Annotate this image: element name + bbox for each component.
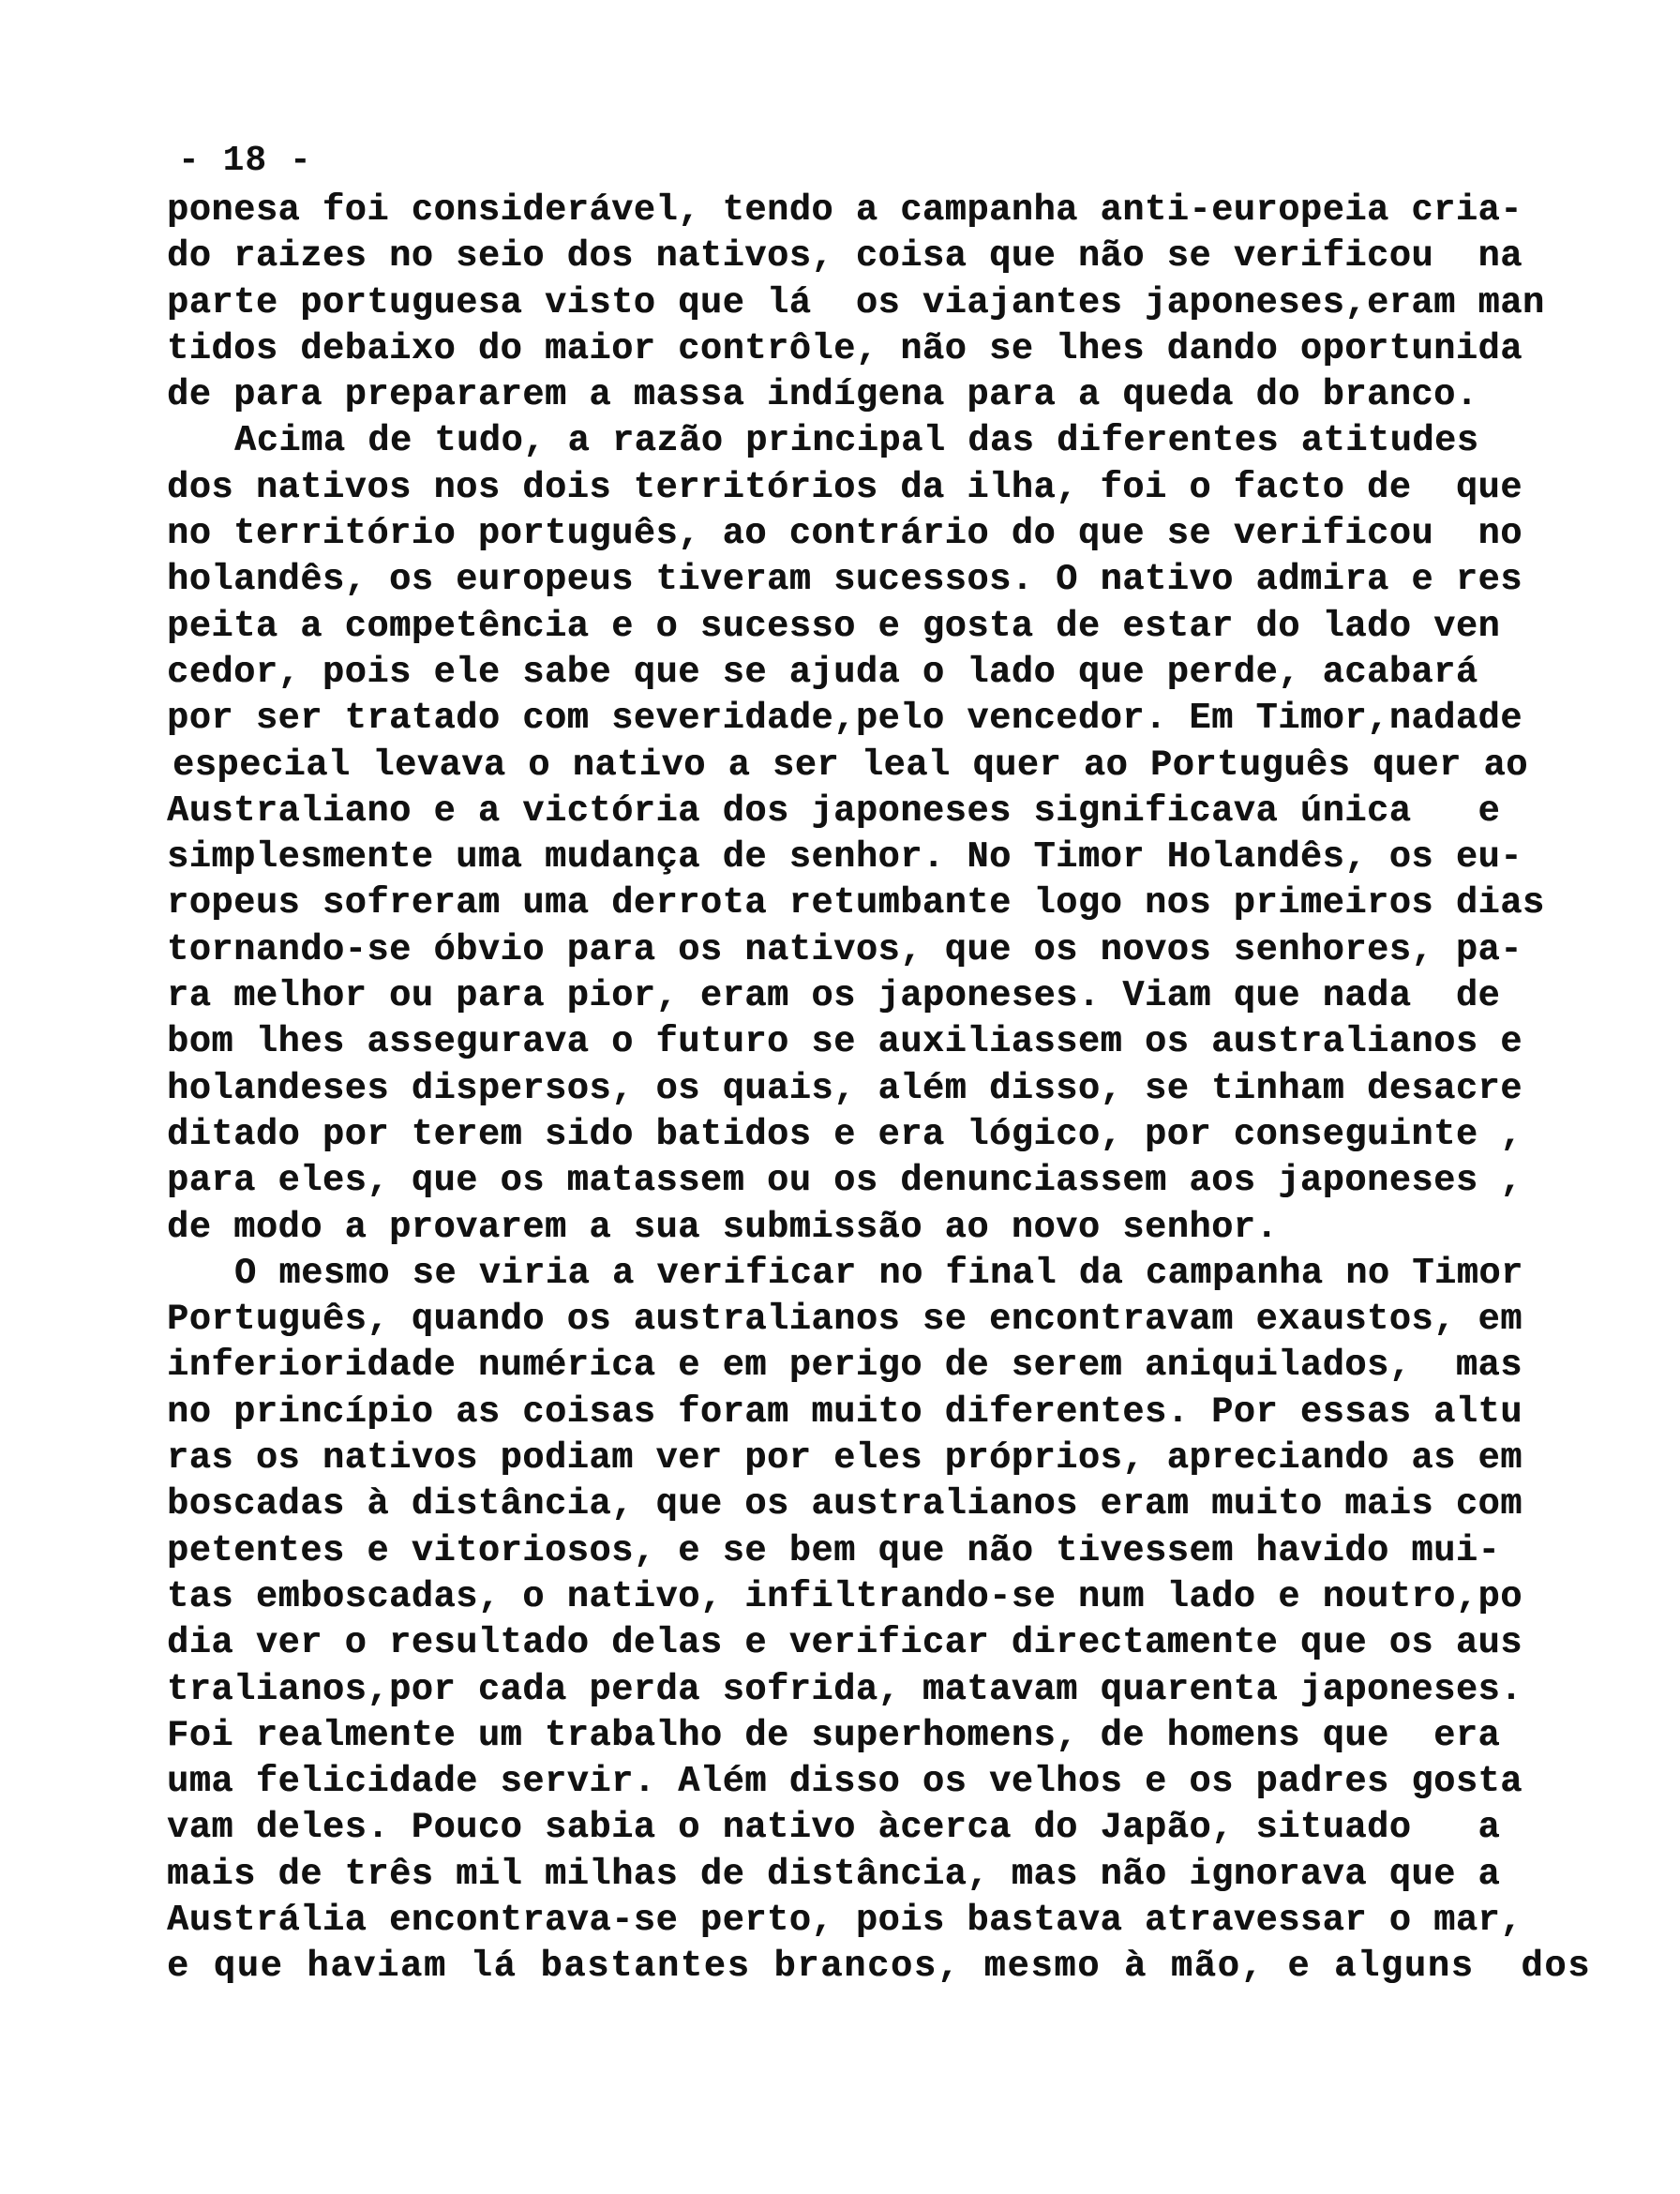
text-line: boscadas à distância, que os australianos eram muito mais com: [167, 1483, 1522, 1525]
page-number: - 18 -: [178, 141, 312, 181]
text-line: inferioridade numérica e em perigo de serem aniquilados, mas: [167, 1345, 1522, 1387]
text-line: holandês, os europeus tiveram sucessos. O nativo admira e res: [167, 559, 1522, 601]
text-line: mais de três mil milhas de distância, mas não ignorava que a: [167, 1853, 1501, 1895]
text-line: Português, quando os australianos se encontravam exaustos, em: [167, 1299, 1522, 1341]
text-line: e que haviam lá bastantes brancos, mesmo à mão, e alguns dos: [167, 1946, 1592, 1988]
text-line: cedor, pois ele sabe que se ajuda o lado que perde, acabará: [167, 651, 1478, 693]
text-line: do raizes no seio dos nativos, coisa que não se verificou na: [167, 235, 1522, 278]
text-line: parte portuguesa visto que lá os viajantes japoneses,eram man: [167, 281, 1545, 323]
text-line: bom lhes assegurava o futuro se auxiliassem os australianos e: [167, 1021, 1522, 1063]
body-text: [167, 188, 1601, 1991]
text-line: de para prepararem a massa indígena para a queda do branco.: [167, 374, 1478, 416]
text-line: tidos debaixo do maior contrôle, não se lhes dando oportunida: [167, 327, 1522, 369]
text-line: Austrália encontrava-se perto, pois bastava atravessar o mar,: [167, 1899, 1522, 1941]
text-line: tralianos,por cada perda sofrida, matavam quarenta japoneses.: [167, 1668, 1522, 1710]
text-line: tas emboscadas, o nativo, infiltrando-se num lado e noutro,po: [167, 1575, 1522, 1617]
text-line: Australiano e a victória dos japoneses significava única e: [167, 789, 1501, 832]
text-line: vam deles. Pouco sabia o nativo àcerca do Japão, situado a: [167, 1807, 1501, 1849]
text-line: tornando-se óbvio para os nativos, que os novos senhores, pa-: [167, 928, 1522, 970]
text-line: uma felicidade servir. Além disso os velhos e os padres gosta: [167, 1761, 1522, 1803]
text-line: por ser tratado com severidade,pelo vencedor. Em Timor,nadade: [167, 698, 1522, 740]
text-line: holandeses dispersos, os quais, além disso, se tinham desacre: [167, 1067, 1522, 1109]
text-line: no território português, ao contrário do que se verificou no: [167, 513, 1522, 555]
text-line: de modo a provarem a sua submissão ao novo senhor.: [167, 1206, 1279, 1248]
text-line: Foi realmente um trabalho de superhomens, de homens que era: [167, 1714, 1501, 1756]
text-line: simplesmente uma mudança de senhor. No Timor Holandês, os eu-: [167, 836, 1522, 879]
text-line: para eles, que os matassem ou os denunciassem aos japoneses ,: [167, 1160, 1522, 1202]
text-line: especial levava o nativo a ser leal quer ao Português quer ao: [172, 744, 1528, 786]
text-line: ropeus sofreram uma derrota retumbante logo nos primeiros dias: [167, 882, 1545, 924]
text-line: ras os nativos podiam ver por eles próprios, apreciando as em: [167, 1437, 1522, 1480]
text-line: ditado por terem sido batidos e era lógico, por conseguinte ,: [167, 1113, 1522, 1155]
text-line: no princípio as coisas foram muito diferentes. Por essas altu: [167, 1390, 1522, 1433]
text-line: dos nativos nos dois territórios da ilha, foi o facto de que: [167, 466, 1522, 508]
paragraph-start-line: O mesmo se viria a verificar no final da campanha no Timor: [234, 1252, 1523, 1294]
text-line: petentes e vitoriosos, e se bem que não tivessem havido mui-: [167, 1529, 1501, 1571]
text-line: ponesa foi considerável, tendo a campanha anti-europeia cria-: [167, 189, 1522, 231]
text-line: peita a competência e o sucesso e gosta de estar do lado ven: [167, 605, 1501, 647]
paragraph-start-line: Acima de tudo, a razão principal das diferentes atitudes: [234, 420, 1479, 462]
text-line: ra melhor ou para pior, eram os japoneses. Viam que nada de: [167, 975, 1501, 1017]
text-line: dia ver o resultado delas e verificar directamente que os aus: [167, 1622, 1522, 1664]
